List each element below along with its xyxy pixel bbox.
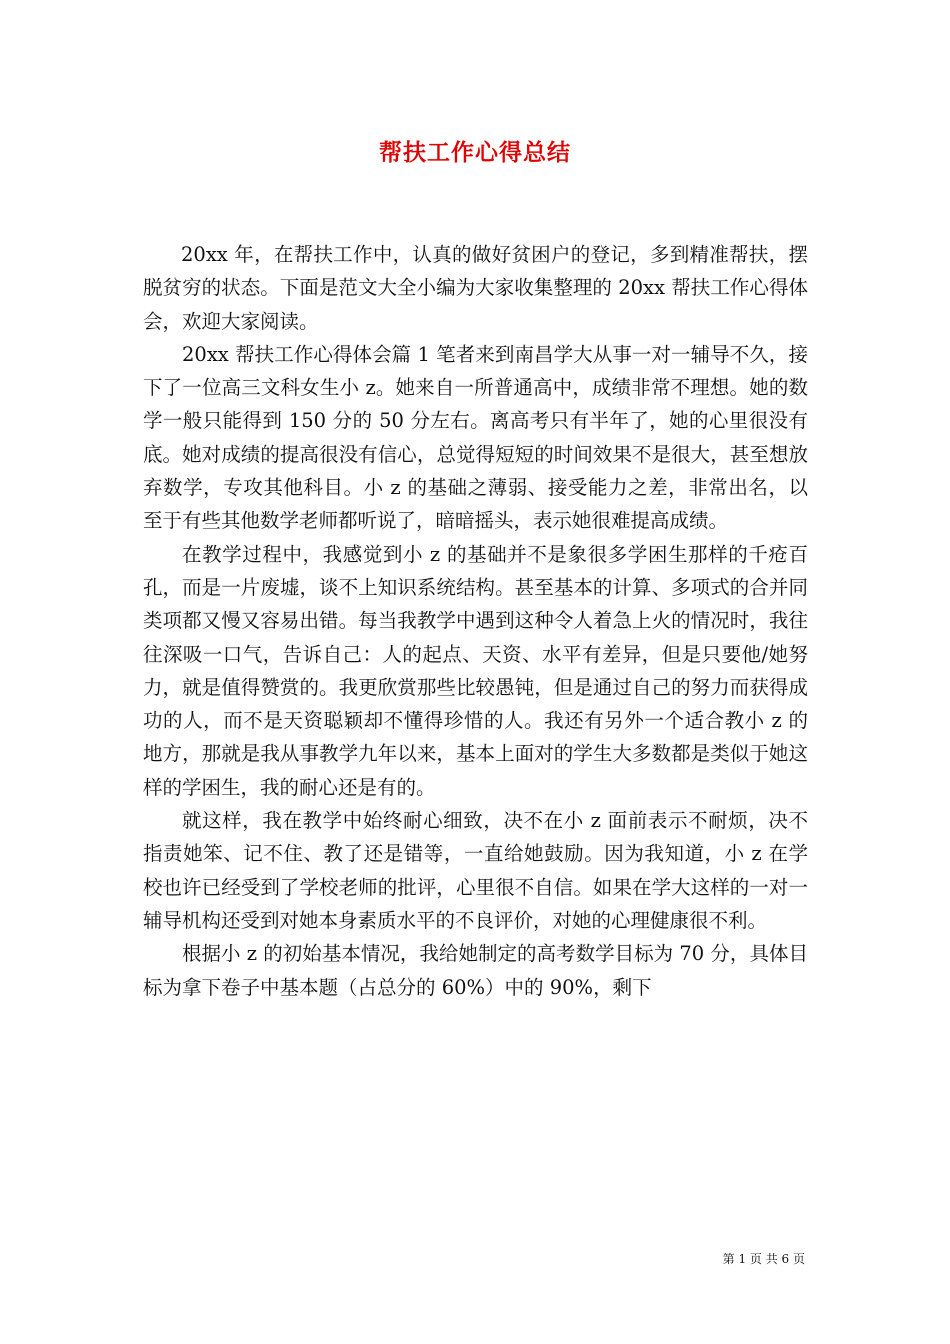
paragraph: 就这样，我在教学中始终耐心细致，决不在小 z 面前表示不耐烦，决不指责她笨、记不住、教了还是错等，一直给她鼓励。因为我知道，小 z 在学校也许已经受到了学校老师的批评，心里很不自信。如果在学大这样的一对一辅导机构还受到对她本身素质水平的不良评价，对她的心理健康很不利。 bbox=[143, 809, 808, 932]
paragraph: 20xx 年，在帮扶工作中，认真的做好贫困户的登记，多到精准帮扶，摆脱贫穷的状态。下面是范文大全小编为大家收集整理的 20xx 帮扶工作心得体会，欢迎大家阅读。 bbox=[143, 243, 808, 333]
page-number-footer: 第 1 页 共 6 页 bbox=[722, 1252, 805, 1266]
document-title: 帮扶工作心得总结 bbox=[379, 140, 571, 166]
paragraph: 在教学过程中，我感觉到小 z 的基础并不是象很多学困生那样的千疮百孔，而是一片废墟，谈不上知识系统结构。甚至基本的计算、多项式的合并同类项都又慢又容易出错。每当我教学中遇到这种令人着急上火的情况时，我往往深吸一口气，告诉自己：人的起点、天资、水平有差异，但是只要他/她努力，就是值得赞赏的。我更欣赏那些比较愚钝，但是通过自己的努力而获得成功的人，而不是天资聪颖却不懂得珍惜的人。我还有另外一个适合教小 z 的地方，那就是我从事教学九年以来，基本上面对的学生大多数都是类似于她这样的学困生，我的耐心还是有的。 bbox=[143, 542, 808, 799]
paragraph: 根据小 z 的初始基本情况，我给她制定的高考数学目标为 70 分，具体目标为拿下卷子中基本题（占总分的 60%）中的 90%，剩下 bbox=[143, 942, 808, 999]
paragraph: 20xx 帮扶工作心得体会篇 1 笔者来到南昌学大从事一对一辅导不久，接下了一位高三文科女生小 z。她来自一所普通高中，成绩非常不理想。她的数学一般只能得到 150 分的 50 分左右。离高考只有半年了，她的心里很没有底。她对成绩的提高很没有信心，总觉得短短的时间效果不是很大，甚至想放弃数学，专攻其他科目。小 z 的基础之薄弱、接受能力之差，非常出名，以至于有些其他数学老师都听说了，暗暗摇头，表示她很难提高成绩。 bbox=[143, 342, 808, 533]
document-body bbox=[143, 238, 808, 1004]
